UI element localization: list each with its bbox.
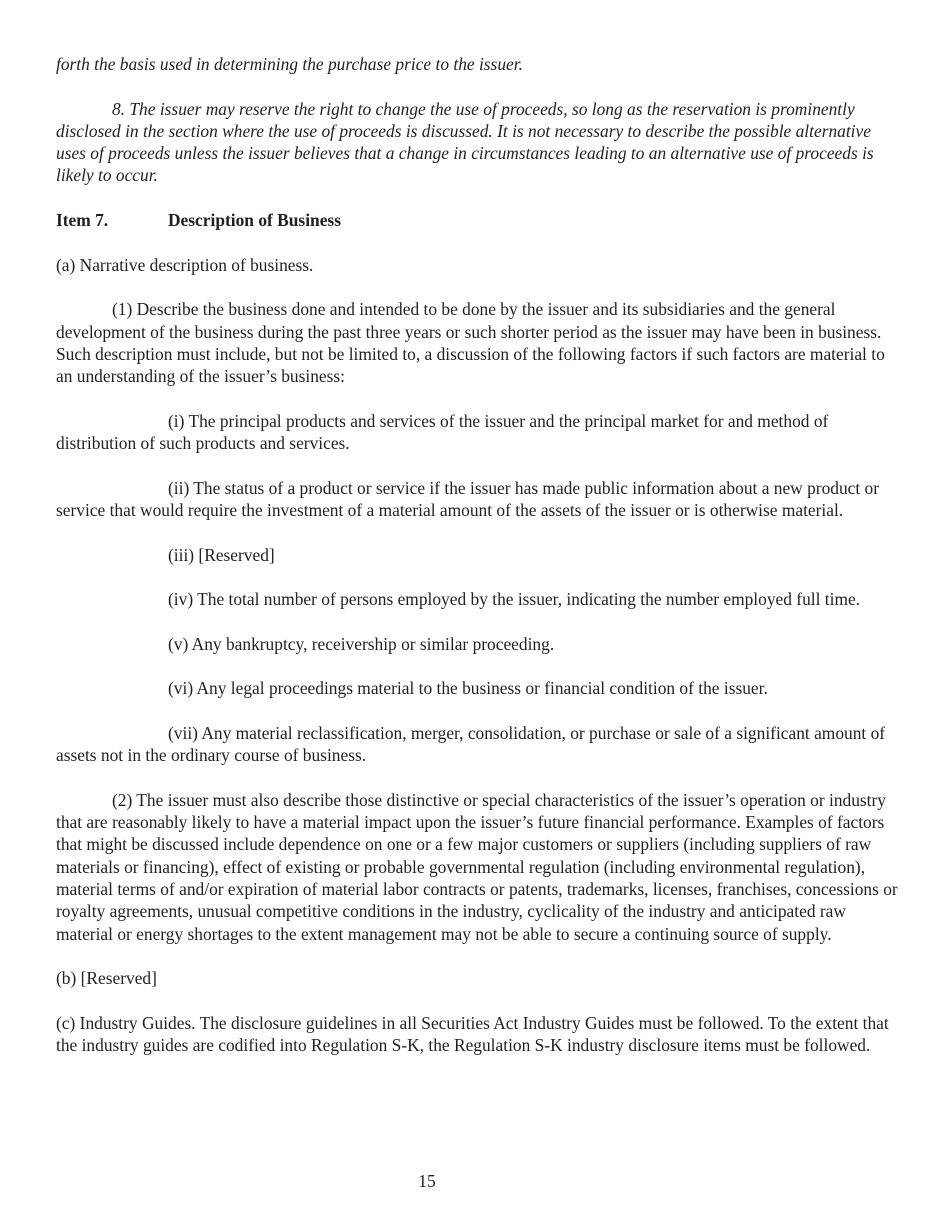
section-a-label: (a) Narrative description of business. (56, 254, 314, 275)
factor-ii: (ii) The status of a product or service if the issuer has made public information about a new product or service that would require the investment of a material amount of the assets of the issuer or is otherwise material. (56, 477, 880, 520)
section-c: (c) Industry Guides. The disclosure guidelines in all Securities Act Industry Guides must be followed. To the extent that the industry guides are codified into Regulation S-K, the Regulation S-K industry disclosure items must be followed. (56, 1012, 889, 1056)
factor-i: (i) The principal products and services of the issuer and the principal market for and method of distribution of such products and services. (56, 410, 829, 454)
item-title: Description of Business (168, 210, 341, 231)
factor-iii: (iii) [Reserved] (168, 544, 275, 565)
item-heading (56, 209, 898, 231)
paragraph-1: (1) Describe the business done and intended to be done by the issuer and its subsidiaries and the general development of the business during the past three years or such shorter period as the issuer may have been in business. Such description must include, but not be limited to, a discussion of the following factors if such factors are material to an understanding of the issuer’s business: (56, 299, 885, 387)
factor-iv: (iv) The total number of persons employed by the issuer, indicating the number employed full time. (168, 589, 861, 610)
document-body (56, 53, 898, 1079)
paragraph-2: (2) The issuer must also describe those distinctive or special characteristics of the issuer’s operation or industry that are reasonably likely to have a material impact upon the issuer’s future financial performance. Examples of factors that might be discussed include dependence on one or a few major customers or suppliers (including suppliers of raw materials or financing), effect of existing or probable governmental regulation (including environmental regulation), material terms of and/or expiration of material labor contracts or patents, trademarks, licenses, franchises, concessions or royalty agreements, unusual competitive conditions in the industry, cyclicality of the industry and anticipated raw material or energy shortages to the extent management may not be able to secure a continuing source of supply. (56, 789, 898, 944)
instruction-8: 8. The issuer may reserve the right to change the use of proceeds, so long as the reservation is prominently disclosed in the section where the use of proceeds is discussed. It is not necessary to describe the possible alternative uses of proceeds unless the issuer believes that a change in circumstances leading to an alternative use of proceeds is likely to occur. (56, 98, 874, 186)
factor-v: (v) Any bankruptcy, receivership or similar proceeding. (168, 633, 555, 654)
factor-vii: (vii) Any material reclassification, merger, consolidation, or purchase or sale of a significant amount of assets not in the ordinary course of business. (56, 722, 886, 766)
item-number: Item 7. (56, 210, 109, 231)
page-number: 15 (418, 1171, 436, 1191)
factor-vi: (vi) Any legal proceedings material to the business or financial condition of the issuer. (168, 678, 768, 699)
intro-line: forth the basis used in determining the purchase price to the issuer. (56, 54, 523, 74)
section-b: (b) [Reserved] (56, 968, 157, 989)
